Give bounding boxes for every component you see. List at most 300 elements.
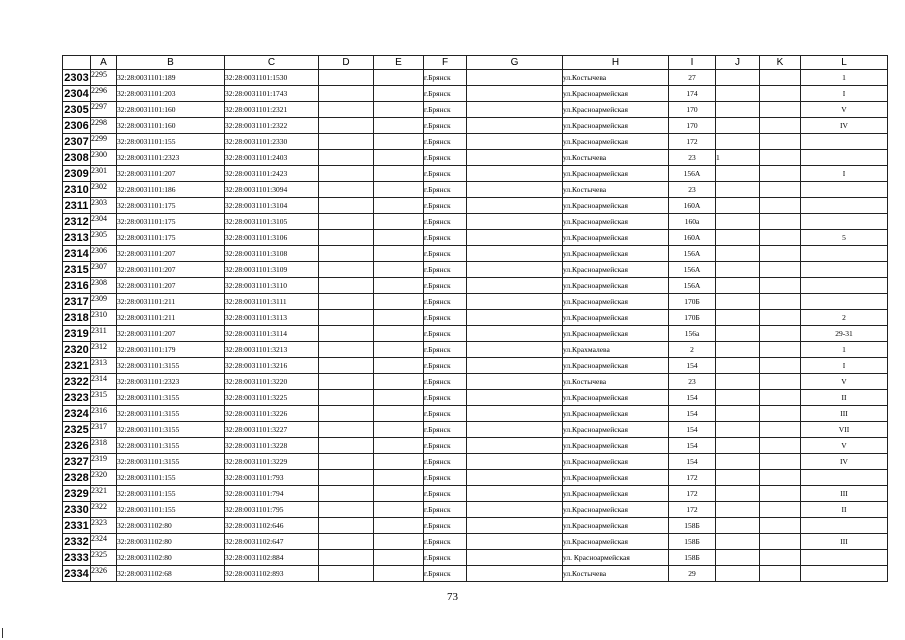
cell-b: 32:28:0031101:175 (117, 230, 225, 246)
cell-f: г.Брянск (424, 342, 467, 358)
cell-b: 32:28:0031101:3155 (117, 390, 225, 406)
cell-b: 32:28:0031101:155 (117, 502, 225, 518)
cell-a: 2323 (91, 518, 117, 534)
cell-b: 32:28:0031101:207 (117, 262, 225, 278)
cell-i: 2 (669, 342, 716, 358)
cell-h: ул.Красноармейская (563, 470, 669, 486)
cell-d (319, 102, 374, 118)
cell-k (760, 246, 801, 262)
cell-l: II (801, 502, 888, 518)
cell-d (319, 182, 374, 198)
cell-c: 32:28:0031101:2403 (225, 150, 319, 166)
row-number: 2304 (64, 87, 89, 100)
spreadsheet-table (62, 55, 888, 582)
table-row (63, 262, 888, 278)
cell-g (467, 134, 563, 150)
cell-l: 1 (801, 342, 888, 358)
cell-e (374, 518, 424, 534)
cell-c: 32:28:0031101:3094 (225, 182, 319, 198)
row-number: 2328 (64, 471, 89, 484)
cell-d (319, 422, 374, 438)
cell-d (319, 486, 374, 502)
cell-f: г.Брянск (424, 102, 467, 118)
cell-j (716, 278, 760, 294)
cell-e (374, 358, 424, 374)
cell-l: III (801, 534, 888, 550)
table-row (63, 342, 888, 358)
cell-i: 29 (669, 566, 716, 582)
cell-f: г.Брянск (424, 374, 467, 390)
cell-f: г.Брянск (424, 118, 467, 134)
cell-a: 2325 (91, 550, 117, 566)
cell-c: 32:28:0031101:795 (225, 502, 319, 518)
cell-c: 32:28:0031101:3225 (225, 390, 319, 406)
table-row (63, 70, 888, 86)
row-number: 2322 (64, 375, 89, 388)
cell-e (374, 454, 424, 470)
column-header-g: G (467, 56, 563, 70)
cell-e (374, 182, 424, 198)
column-header-i: I (669, 56, 716, 70)
cell-j (716, 390, 760, 406)
cell-a: 2300 (91, 150, 117, 166)
cell-k (760, 534, 801, 550)
cell-f: г.Брянск (424, 310, 467, 326)
cell-f: г.Брянск (424, 326, 467, 342)
table-row (63, 534, 888, 550)
corner-cell (63, 56, 91, 70)
row-number: 2332 (64, 535, 89, 548)
cell-l: II (801, 390, 888, 406)
cell-h: ул.Красноармейская (563, 326, 669, 342)
cell-d (319, 550, 374, 566)
cell-j (716, 566, 760, 582)
cell-g (467, 86, 563, 102)
cell-a: 2310 (91, 310, 117, 326)
cell-e (374, 70, 424, 86)
row-number: 2330 (64, 503, 89, 516)
table-row (63, 86, 888, 102)
cell-a: 2304 (91, 214, 117, 230)
cell-d (319, 214, 374, 230)
cell-k (760, 198, 801, 214)
cell-b: 32:28:0031101:203 (117, 86, 225, 102)
cell-f: г.Брянск (424, 358, 467, 374)
cell-i: 172 (669, 502, 716, 518)
row-number: 2312 (64, 215, 89, 228)
cell-c: 32:28:0031101:794 (225, 486, 319, 502)
cell-d (319, 502, 374, 518)
row-number: 2318 (64, 311, 89, 324)
row-number: 2323 (64, 391, 89, 404)
cell-e (374, 262, 424, 278)
cell-i: 170Б (669, 294, 716, 310)
cell-g (467, 518, 563, 534)
cell-i: 156а (669, 326, 716, 342)
cell-e (374, 470, 424, 486)
cell-i: 154 (669, 454, 716, 470)
cell-c: 32:28:0031101:793 (225, 470, 319, 486)
cell-l (801, 182, 888, 198)
cell-a: 2312 (91, 342, 117, 358)
cell-g (467, 262, 563, 278)
cell-c: 32:28:0031101:2330 (225, 134, 319, 150)
cell-a: 2298 (91, 118, 117, 134)
cell-j (716, 262, 760, 278)
cell-g (467, 550, 563, 566)
cell-d (319, 342, 374, 358)
cell-c: 32:28:0031101:3220 (225, 374, 319, 390)
cell-d (319, 310, 374, 326)
cell-e (374, 486, 424, 502)
cell-e (374, 326, 424, 342)
cell-l (801, 294, 888, 310)
cell-c: 32:28:0031101:3229 (225, 454, 319, 470)
cell-l (801, 550, 888, 566)
column-header-a: A (91, 56, 117, 70)
cell-d (319, 278, 374, 294)
cell-a: 2306 (91, 246, 117, 262)
cell-h: ул.Костычева (563, 566, 669, 582)
cell-f: г.Брянск (424, 134, 467, 150)
cell-i: 172 (669, 134, 716, 150)
row-number: 2327 (64, 455, 89, 468)
cell-j (716, 310, 760, 326)
table-row (63, 310, 888, 326)
cell-g (467, 390, 563, 406)
cell-e (374, 230, 424, 246)
cell-d (319, 374, 374, 390)
cell-d (319, 134, 374, 150)
cell-b: 32:28:0031101:175 (117, 214, 225, 230)
cell-e (374, 566, 424, 582)
cell-l (801, 566, 888, 582)
cell-i: 170 (669, 118, 716, 134)
cell-h: ул.Красноармейская (563, 310, 669, 326)
cell-j (716, 326, 760, 342)
row-number: 2329 (64, 487, 89, 500)
cell-g (467, 70, 563, 86)
cell-e (374, 278, 424, 294)
cell-d (319, 454, 374, 470)
cell-f: г.Брянск (424, 518, 467, 534)
cell-f: г.Брянск (424, 502, 467, 518)
cell-d (319, 70, 374, 86)
cell-h: ул.Красноармейская (563, 262, 669, 278)
cell-g (467, 102, 563, 118)
cell-e (374, 438, 424, 454)
cell-j (716, 358, 760, 374)
cell-g (467, 214, 563, 230)
cell-j (716, 182, 760, 198)
table-row (63, 118, 888, 134)
cell-e (374, 534, 424, 550)
cell-d (319, 438, 374, 454)
cell-k (760, 518, 801, 534)
cell-k (760, 454, 801, 470)
cell-i: 156А (669, 278, 716, 294)
row-number: 2334 (64, 567, 89, 580)
row-number: 2331 (64, 519, 89, 532)
cell-c: 32:28:0031101:3113 (225, 310, 319, 326)
cell-g (467, 166, 563, 182)
cell-j (716, 86, 760, 102)
cell-f: г.Брянск (424, 214, 467, 230)
cell-f: г.Брянск (424, 438, 467, 454)
table-row (63, 486, 888, 502)
cell-l: I (801, 358, 888, 374)
cell-d (319, 150, 374, 166)
column-header-b: B (117, 56, 225, 70)
cell-k (760, 294, 801, 310)
row-number: 2303 (64, 71, 89, 84)
cell-i: 158Б (669, 518, 716, 534)
cell-l: V (801, 102, 888, 118)
cell-h: ул.Красноармейская (563, 230, 669, 246)
cell-k (760, 326, 801, 342)
cell-h: ул.Красноармейская (563, 278, 669, 294)
cell-j (716, 534, 760, 550)
cell-h: ул.Красноармейская (563, 102, 669, 118)
cell-h: ул.Костычева (563, 150, 669, 166)
cell-d (319, 166, 374, 182)
row-number: 2310 (64, 183, 89, 196)
cell-i: 172 (669, 470, 716, 486)
cell-k (760, 358, 801, 374)
cell-d (319, 534, 374, 550)
cell-f: г.Брянск (424, 470, 467, 486)
cell-k (760, 550, 801, 566)
cell-e (374, 390, 424, 406)
cell-k (760, 422, 801, 438)
cell-l (801, 278, 888, 294)
cell-a: 2321 (91, 486, 117, 502)
row-number: 2319 (64, 327, 89, 340)
cell-a: 2311 (91, 326, 117, 342)
cell-b: 32:28:0031101:207 (117, 246, 225, 262)
cell-g (467, 422, 563, 438)
cell-i: 160А (669, 230, 716, 246)
cell-i: 154 (669, 358, 716, 374)
table-row (63, 358, 888, 374)
cell-d (319, 406, 374, 422)
cell-b: 32:28:0031102:80 (117, 550, 225, 566)
cell-l: IV (801, 454, 888, 470)
cell-k (760, 214, 801, 230)
cell-g (467, 150, 563, 166)
cell-h: ул.Красноармейская (563, 198, 669, 214)
cell-k (760, 230, 801, 246)
table-row (63, 278, 888, 294)
cell-b: 32:28:0031101:186 (117, 182, 225, 198)
cell-l (801, 198, 888, 214)
cell-a: 2295 (91, 70, 117, 86)
cell-a: 2314 (91, 374, 117, 390)
row-number: 2306 (64, 119, 89, 132)
row-number: 2309 (64, 167, 89, 180)
cell-g (467, 294, 563, 310)
cell-e (374, 246, 424, 262)
cell-j (716, 486, 760, 502)
cell-g (467, 342, 563, 358)
cell-b: 32:28:0031101:155 (117, 470, 225, 486)
cell-c: 32:28:0031101:3213 (225, 342, 319, 358)
cell-e (374, 166, 424, 182)
cell-h: ул.Красноармейская (563, 502, 669, 518)
cell-g (467, 438, 563, 454)
cell-b: 32:28:0031101:155 (117, 486, 225, 502)
row-number: 2315 (64, 263, 89, 276)
cell-b: 32:28:0031102:80 (117, 534, 225, 550)
cell-f: г.Брянск (424, 486, 467, 502)
cell-h: ул.Костычева (563, 374, 669, 390)
table-row (63, 406, 888, 422)
cell-l: 2 (801, 310, 888, 326)
row-number: 2321 (64, 359, 89, 372)
table-row (63, 166, 888, 182)
cell-c: 32:28:0031101:2321 (225, 102, 319, 118)
cell-g (467, 310, 563, 326)
cell-k (760, 310, 801, 326)
cell-b: 32:28:0031101:3155 (117, 422, 225, 438)
cell-c: 32:28:0031101:3105 (225, 214, 319, 230)
cell-k (760, 150, 801, 166)
cell-k (760, 342, 801, 358)
cell-c: 32:28:0031101:1743 (225, 86, 319, 102)
cell-k (760, 438, 801, 454)
cell-c: 32:28:0031101:3227 (225, 422, 319, 438)
cell-a: 2309 (91, 294, 117, 310)
cell-e (374, 550, 424, 566)
cell-f: г.Брянск (424, 294, 467, 310)
cell-e (374, 342, 424, 358)
table-row (63, 518, 888, 534)
cell-h: ул.Красноармейская (563, 118, 669, 134)
cell-c: 32:28:0031101:3216 (225, 358, 319, 374)
cell-h: ул.Костычева (563, 182, 669, 198)
cell-j (716, 214, 760, 230)
column-header-l: L (801, 56, 888, 70)
cell-i: 27 (669, 70, 716, 86)
cell-g (467, 358, 563, 374)
cell-e (374, 198, 424, 214)
cell-i: 156А (669, 262, 716, 278)
cell-f: г.Брянск (424, 86, 467, 102)
cell-h: ул.Красноармейская (563, 166, 669, 182)
cell-d (319, 230, 374, 246)
cell-a: 2316 (91, 406, 117, 422)
cell-l: III (801, 406, 888, 422)
cell-a: 2305 (91, 230, 117, 246)
cell-h: ул.Красноармейская (563, 86, 669, 102)
table-row (63, 502, 888, 518)
cell-d (319, 470, 374, 486)
cell-k (760, 262, 801, 278)
cell-d (319, 118, 374, 134)
cell-j (716, 118, 760, 134)
table-row (63, 566, 888, 582)
cell-b: 32:28:0031101:207 (117, 326, 225, 342)
row-number: 2333 (64, 551, 89, 564)
cell-i: 158Б (669, 550, 716, 566)
cell-j (716, 294, 760, 310)
cell-k (760, 566, 801, 582)
cell-l (801, 150, 888, 166)
table-row (63, 454, 888, 470)
row-number: 2326 (64, 439, 89, 452)
cell-d (319, 326, 374, 342)
cell-a: 2319 (91, 454, 117, 470)
column-header-e: E (374, 56, 424, 70)
cell-e (374, 406, 424, 422)
cell-k (760, 390, 801, 406)
cell-g (467, 486, 563, 502)
edge-mark (2, 628, 3, 638)
cell-b: 32:28:0031101:2323 (117, 150, 225, 166)
cell-a: 2302 (91, 182, 117, 198)
row-number: 2324 (64, 407, 89, 420)
cell-k (760, 406, 801, 422)
cell-f: г.Брянск (424, 230, 467, 246)
cell-j (716, 70, 760, 86)
cell-b: 32:28:0031101:211 (117, 310, 225, 326)
cell-h: ул.Красноармейская (563, 534, 669, 550)
cell-e (374, 150, 424, 166)
cell-b: 32:28:0031101:3155 (117, 358, 225, 374)
cell-f: г.Брянск (424, 198, 467, 214)
cell-f: г.Брянск (424, 534, 467, 550)
cell-j (716, 454, 760, 470)
cell-c: 32:28:0031101:3106 (225, 230, 319, 246)
cell-c: 32:28:0031102:646 (225, 518, 319, 534)
cell-h: ул.Красноармейская (563, 294, 669, 310)
cell-c: 32:28:0031101:3114 (225, 326, 319, 342)
cell-a: 2301 (91, 166, 117, 182)
cell-k (760, 486, 801, 502)
cell-c: 32:28:0031101:3226 (225, 406, 319, 422)
cell-c: 32:28:0031101:3228 (225, 438, 319, 454)
cell-i: 154 (669, 422, 716, 438)
cell-b: 32:28:0031101:160 (117, 118, 225, 134)
cell-b: 32:28:0031101:175 (117, 198, 225, 214)
cell-g (467, 326, 563, 342)
cell-f: г.Брянск (424, 390, 467, 406)
cell-a: 2326 (91, 566, 117, 582)
cell-f: г.Брянск (424, 278, 467, 294)
cell-j (716, 374, 760, 390)
cell-g (467, 230, 563, 246)
cell-j (716, 518, 760, 534)
row-number: 2307 (64, 135, 89, 148)
cell-k (760, 166, 801, 182)
cell-h: ул.Красноармейская (563, 454, 669, 470)
cell-f: г.Брянск (424, 262, 467, 278)
column-header-c: C (225, 56, 319, 70)
cell-a: 2307 (91, 262, 117, 278)
cell-e (374, 374, 424, 390)
row-number: 2313 (64, 231, 89, 244)
cell-b: 32:28:0031101:3155 (117, 438, 225, 454)
cell-c: 32:28:0031102:647 (225, 534, 319, 550)
table-row (63, 294, 888, 310)
cell-a: 2313 (91, 358, 117, 374)
cell-h: ул.Крахмалева (563, 342, 669, 358)
column-header-k: K (760, 56, 801, 70)
cell-k (760, 278, 801, 294)
cell-c: 32:28:0031101:3109 (225, 262, 319, 278)
cell-a: 2299 (91, 134, 117, 150)
cell-c: 32:28:0031101:2322 (225, 118, 319, 134)
